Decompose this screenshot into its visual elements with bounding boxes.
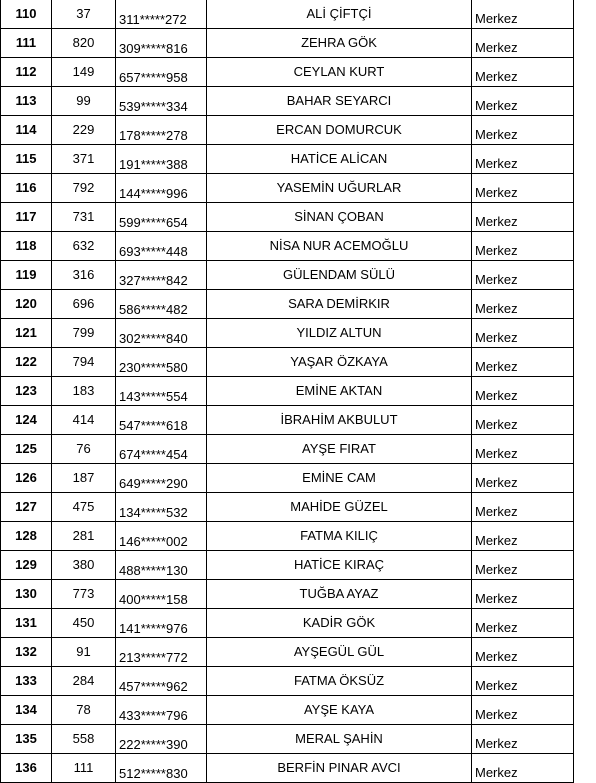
number-cell: 281 (52, 522, 116, 551)
name-cell: CEYLAN KURT (207, 58, 472, 87)
empty-cell (574, 493, 596, 522)
district-cell: Merkez (472, 667, 574, 696)
id-number-cell: 141*****976 (116, 609, 207, 638)
row-number-cell: 126 (1, 464, 52, 493)
id-number-cell: 178*****278 (116, 116, 207, 145)
table-row (1, 87, 596, 116)
empty-cell (574, 377, 596, 406)
row-number-cell: 119 (1, 261, 52, 290)
empty-cell (574, 87, 596, 116)
table-body (1, 0, 596, 783)
number-cell: 111 (52, 754, 116, 783)
table-row (1, 377, 596, 406)
empty-cell (574, 638, 596, 667)
name-cell: FATMA ÖKSÜZ (207, 667, 472, 696)
id-number-cell: 693*****448 (116, 232, 207, 261)
district-cell: Merkez (472, 87, 574, 116)
table-row (1, 232, 596, 261)
name-cell: YILDIZ ALTUN (207, 319, 472, 348)
name-cell: BAHAR SEYARCI (207, 87, 472, 116)
id-number-cell: 512*****830 (116, 754, 207, 783)
row-number-cell: 136 (1, 754, 52, 783)
district-cell: Merkez (472, 145, 574, 174)
table-row (1, 725, 596, 754)
empty-cell (574, 232, 596, 261)
id-number-cell: 599*****654 (116, 203, 207, 232)
table-row (1, 406, 596, 435)
id-number-cell: 311*****272 (116, 0, 207, 29)
table-row (1, 174, 596, 203)
table-row (1, 29, 596, 58)
number-cell: 316 (52, 261, 116, 290)
table-row (1, 145, 596, 174)
row-number-cell: 124 (1, 406, 52, 435)
number-cell: 229 (52, 116, 116, 145)
table-row (1, 493, 596, 522)
empty-cell (574, 29, 596, 58)
number-cell: 78 (52, 696, 116, 725)
district-cell: Merkez (472, 232, 574, 261)
id-number-cell: 230*****580 (116, 348, 207, 377)
empty-cell (574, 116, 596, 145)
district-cell: Merkez (472, 261, 574, 290)
id-number-cell: 302*****840 (116, 319, 207, 348)
row-number-cell: 116 (1, 174, 52, 203)
row-number-cell: 111 (1, 29, 52, 58)
district-cell: Merkez (472, 551, 574, 580)
empty-cell (574, 435, 596, 464)
row-number-cell: 121 (1, 319, 52, 348)
empty-cell (574, 725, 596, 754)
district-cell: Merkez (472, 290, 574, 319)
number-cell: 632 (52, 232, 116, 261)
row-number-cell: 130 (1, 580, 52, 609)
number-cell: 792 (52, 174, 116, 203)
name-cell: YAŞAR ÖZKAYA (207, 348, 472, 377)
id-number-cell: 433*****796 (116, 696, 207, 725)
id-number-cell: 488*****130 (116, 551, 207, 580)
id-number-cell: 143*****554 (116, 377, 207, 406)
district-cell: Merkez (472, 116, 574, 145)
district-cell: Merkez (472, 725, 574, 754)
number-cell: 371 (52, 145, 116, 174)
row-number-cell: 112 (1, 58, 52, 87)
table-row (1, 290, 596, 319)
table-row (1, 609, 596, 638)
name-cell: ERCAN DOMURCUK (207, 116, 472, 145)
empty-cell (574, 261, 596, 290)
name-cell: MERAL ŞAHİN (207, 725, 472, 754)
number-cell: 799 (52, 319, 116, 348)
empty-cell (574, 754, 596, 783)
empty-cell (574, 348, 596, 377)
number-cell: 794 (52, 348, 116, 377)
number-cell: 380 (52, 551, 116, 580)
table-row (1, 116, 596, 145)
row-number-cell: 110 (1, 0, 52, 29)
row-number-cell: 128 (1, 522, 52, 551)
row-number-cell: 117 (1, 203, 52, 232)
number-cell: 91 (52, 638, 116, 667)
id-number-cell: 674*****454 (116, 435, 207, 464)
table-row (1, 58, 596, 87)
number-cell: 149 (52, 58, 116, 87)
row-number-cell: 132 (1, 638, 52, 667)
row-number-cell: 129 (1, 551, 52, 580)
table-row (1, 435, 596, 464)
id-number-cell: 144*****996 (116, 174, 207, 203)
empty-cell (574, 580, 596, 609)
table-row (1, 261, 596, 290)
district-cell: Merkez (472, 522, 574, 551)
name-cell: FATMA KILIÇ (207, 522, 472, 551)
id-number-cell: 327*****842 (116, 261, 207, 290)
table-row (1, 348, 596, 377)
table-row (1, 0, 596, 29)
district-cell: Merkez (472, 754, 574, 783)
name-cell: TUĞBA AYAZ (207, 580, 472, 609)
row-number-cell: 113 (1, 87, 52, 116)
row-number-cell: 123 (1, 377, 52, 406)
number-cell: 37 (52, 0, 116, 29)
number-cell: 76 (52, 435, 116, 464)
name-cell: KADİR GÖK (207, 609, 472, 638)
district-cell: Merkez (472, 203, 574, 232)
name-cell: MAHİDE GÜZEL (207, 493, 472, 522)
empty-cell (574, 464, 596, 493)
table-row (1, 203, 596, 232)
table-row (1, 580, 596, 609)
table-row (1, 522, 596, 551)
number-cell: 99 (52, 87, 116, 116)
row-number-cell: 135 (1, 725, 52, 754)
row-number-cell: 131 (1, 609, 52, 638)
number-cell: 558 (52, 725, 116, 754)
empty-cell (574, 0, 596, 29)
district-cell: Merkez (472, 406, 574, 435)
number-cell: 773 (52, 580, 116, 609)
number-cell: 450 (52, 609, 116, 638)
row-number-cell: 118 (1, 232, 52, 261)
name-cell: GÜLENDAM SÜLÜ (207, 261, 472, 290)
empty-cell (574, 174, 596, 203)
row-number-cell: 133 (1, 667, 52, 696)
table-row (1, 551, 596, 580)
name-cell: AYŞEGÜL GÜL (207, 638, 472, 667)
name-cell: EMİNE CAM (207, 464, 472, 493)
number-cell: 187 (52, 464, 116, 493)
number-cell: 820 (52, 29, 116, 58)
number-cell: 284 (52, 667, 116, 696)
number-cell: 414 (52, 406, 116, 435)
number-cell: 696 (52, 290, 116, 319)
id-number-cell: 213*****772 (116, 638, 207, 667)
table-row (1, 319, 596, 348)
id-number-cell: 649*****290 (116, 464, 207, 493)
number-cell: 183 (52, 377, 116, 406)
district-cell: Merkez (472, 174, 574, 203)
name-cell: AYŞE KAYA (207, 696, 472, 725)
name-cell: ZEHRA GÖK (207, 29, 472, 58)
district-cell: Merkez (472, 493, 574, 522)
id-number-cell: 134*****532 (116, 493, 207, 522)
table-row (1, 754, 596, 783)
name-cell: SİNAN ÇOBAN (207, 203, 472, 232)
name-cell: ALİ ÇİFTÇİ (207, 0, 472, 29)
row-number-cell: 122 (1, 348, 52, 377)
name-cell: İBRAHİM AKBULUT (207, 406, 472, 435)
number-cell: 475 (52, 493, 116, 522)
id-number-cell: 146*****002 (116, 522, 207, 551)
name-cell: BERFİN PINAR AVCI (207, 754, 472, 783)
id-number-cell: 457*****962 (116, 667, 207, 696)
id-number-cell: 539*****334 (116, 87, 207, 116)
district-cell: Merkez (472, 29, 574, 58)
district-cell: Merkez (472, 696, 574, 725)
id-number-cell: 309*****816 (116, 29, 207, 58)
row-number-cell: 120 (1, 290, 52, 319)
id-number-cell: 400*****158 (116, 580, 207, 609)
name-cell: HATİCE KIRAÇ (207, 551, 472, 580)
empty-cell (574, 319, 596, 348)
id-number-cell: 191*****388 (116, 145, 207, 174)
table-row (1, 667, 596, 696)
row-number-cell: 125 (1, 435, 52, 464)
district-cell: Merkez (472, 377, 574, 406)
empty-cell (574, 203, 596, 232)
empty-cell (574, 609, 596, 638)
empty-cell (574, 290, 596, 319)
row-number-cell: 127 (1, 493, 52, 522)
district-cell: Merkez (472, 580, 574, 609)
name-cell: YASEMİN UĞURLAR (207, 174, 472, 203)
id-number-cell: 657*****958 (116, 58, 207, 87)
empty-cell (574, 145, 596, 174)
district-cell: Merkez (472, 0, 574, 29)
id-number-cell: 547*****618 (116, 406, 207, 435)
district-cell: Merkez (472, 435, 574, 464)
district-cell: Merkez (472, 58, 574, 87)
name-cell: SARA DEMİRKIR (207, 290, 472, 319)
empty-cell (574, 522, 596, 551)
empty-cell (574, 667, 596, 696)
name-cell: NİSA NUR ACEMOĞLU (207, 232, 472, 261)
district-cell: Merkez (472, 638, 574, 667)
name-cell: EMİNE AKTAN (207, 377, 472, 406)
empty-cell (574, 406, 596, 435)
district-cell: Merkez (472, 464, 574, 493)
number-cell: 731 (52, 203, 116, 232)
district-cell: Merkez (472, 319, 574, 348)
row-number-cell: 114 (1, 116, 52, 145)
row-number-cell: 115 (1, 145, 52, 174)
name-cell: HATİCE ALİCAN (207, 145, 472, 174)
id-number-cell: 586*****482 (116, 290, 207, 319)
table-row (1, 464, 596, 493)
empty-cell (574, 58, 596, 87)
id-number-cell: 222*****390 (116, 725, 207, 754)
table-row (1, 696, 596, 725)
row-number-cell: 134 (1, 696, 52, 725)
district-cell: Merkez (472, 609, 574, 638)
table-row (1, 638, 596, 667)
empty-cell (574, 696, 596, 725)
district-cell: Merkez (472, 348, 574, 377)
empty-cell (574, 551, 596, 580)
name-cell: AYŞE FIRAT (207, 435, 472, 464)
